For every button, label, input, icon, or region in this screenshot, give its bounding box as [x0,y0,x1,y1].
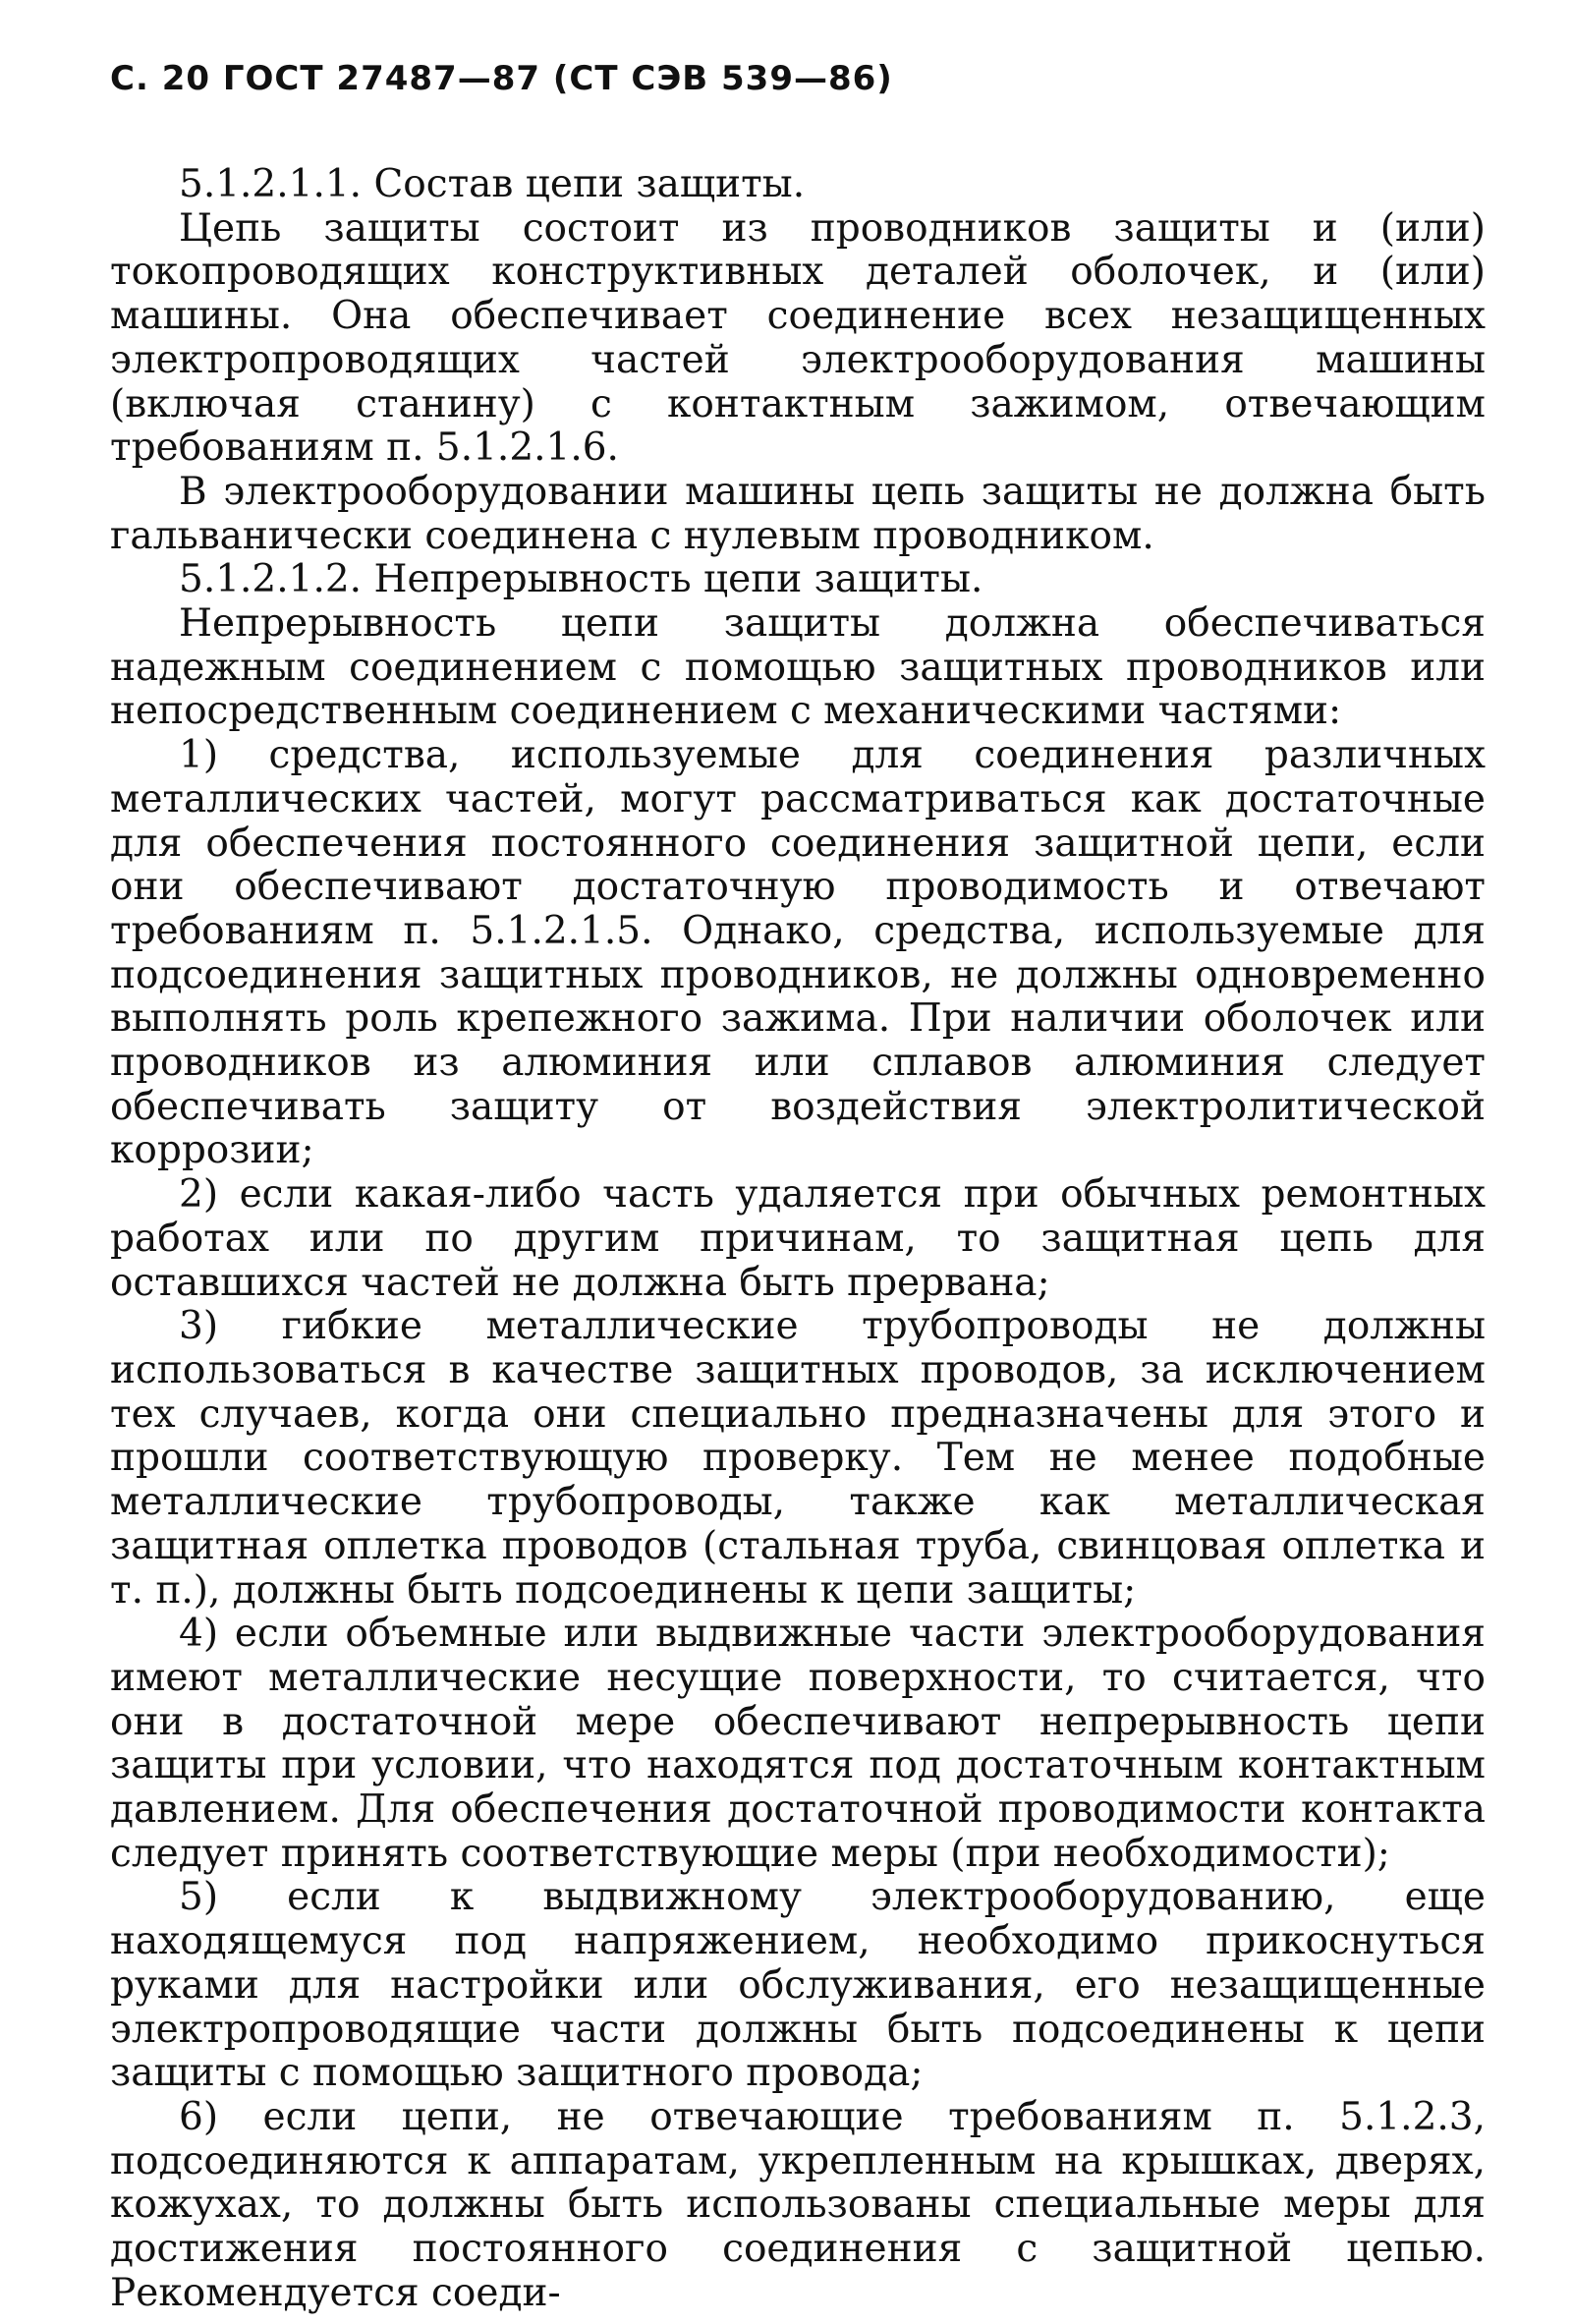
section-heading-5-1-2-1-2: 5.1.2.1.2. Непрерывность цепи защиты. [179,557,983,602]
list-item-6: 6) если цепи, не отвечающие требованиям п. 5.1.2.3, подсоединяются к аппаратам, укрепленным на крышках, дверях, кожухах, то должны быть использованы специальные меры для достижения постоянного соединения с защитной цепью. Рекомендуется соеди- [110,2094,1486,2315]
document-body [110,163,1486,2315]
list-item-1: 1) средства, используемые для соединения различных металлических частей, могут рассматриваться как достаточные для обеспечения постоянного соединения защитной цепи, если они обеспечивают достаточную проводимость и отвечают требованиям п. 5.1.2.1.5. Однако, средства, используемые для подсоединения защитных проводников, не должны одновременно выполнять роль крепежного зажима. При наличии оболочек или проводников из алюминия или сплавов алюминия следует обеспечивать защиту от воздействия электролитической коррозии; [110,733,1486,1173]
paragraph: Цепь защиты состоит из проводников защиты и (или) токопроводящих конструктивных деталей оболочек, и (или) машины. Она обеспечивает соединение всех незащищенных электропроводящих частей электрооборудования машины (включая станину) с контактным зажимом, отвечающим требованиям п. 5.1.2.1.6. [110,205,1486,471]
list-item-3: 3) гибкие металлические трубопроводы не должны использоваться в качестве защитных проводов, за исключением тех случаев, когда они специально предназначены для этого и прошли соответствующую проверку. Тем не менее подобные металлические трубопроводы, также как металлическая защитная оплетка проводов (стальная труба, свинцовая оплетка и т. п.), должны быть подсоединены к цепи защиты; [110,1304,1486,1613]
section-heading-5-1-2-1-1: 5.1.2.1.1. Состав цепи защиты. [179,162,806,206]
list-item-4: 4) если объемные или выдвижные части электрооборудования имеют металлические несущие поверхности, то считается, что они в достаточной мере обеспечивают непрерывность цепи защиты при условии, что находятся под достаточным контактным давлением. Для обеспечения достаточной проводимости контакта следует принять соответствующие меры (при необходимости); [110,1612,1486,1876]
paragraph: Непрерывность цепи защиты должна обеспечиваться надежным соединением с помощью защитных проводников или непосредственным соединением с механическими частями: [110,601,1486,734]
page-header: С. 20 ГОСТ 27487—87 (СТ СЭВ 539—86) [110,59,893,98]
paragraph: В электрооборудовании машины цепь защиты не должна быть гальванически соединена с нулевым проводником. [110,469,1486,558]
list-item-5: 5) если к выдвижному электрооборудованию, еще находящемуся под напряжением, необходимо прикоснуться руками для настройки или обслуживания, его незащищенные электропроводящие части должны быть подсоединены к цепи защиты с помощью защитного провода; [110,1875,1486,2096]
list-item-2: 2) если какая-либо часть удаляется при обычных ремонтных работах или по другим причинам, то защитная цепь для оставшихся частей не должна быть прервана; [110,1172,1486,1305]
document-page [110,59,1486,2315]
